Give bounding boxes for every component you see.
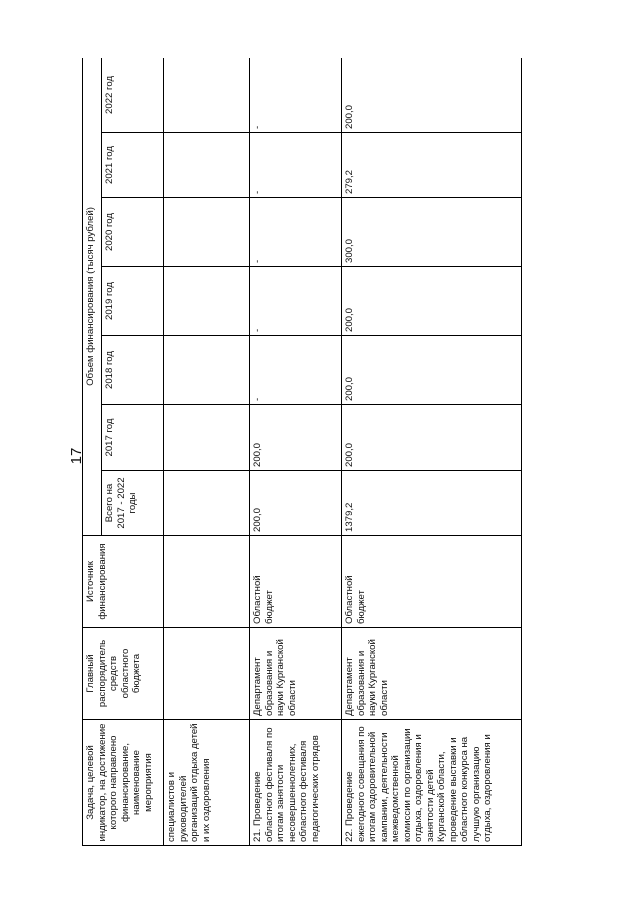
header-distributor: Главный распорядитель средств областного бюджета — [83, 628, 164, 720]
cell-2017: 200,0 — [342, 405, 522, 471]
header-year-2021: 2021 год — [102, 133, 164, 198]
cell-task: 22. Проведение ежегодного совещания по итогам оздоровительной кампании, деятельности межведомственной комиссии по организации отдыха, оздоровления и занятости детей Курганской области, проведение выставки и областного конкурса на лучшую организацию отдыха, оздоровления и — [342, 720, 522, 846]
cell-2021: - — [250, 133, 342, 198]
cell-2020 — [164, 198, 250, 267]
cell-source: Областной бюджет — [250, 536, 342, 628]
rotated-content — [82, 58, 555, 846]
header-year-2020: 2020 год — [102, 198, 164, 267]
cell-2022: 200,0 — [342, 58, 522, 133]
cell-2019: 200,0 — [342, 267, 522, 336]
cell-total: 1379,2 — [342, 471, 522, 536]
header-funding-group: Объем финансирования (тысяч рублей) — [83, 58, 102, 536]
cell-2019 — [164, 267, 250, 336]
header-year-2017: 2017 год — [102, 405, 164, 471]
cell-total: 200,0 — [250, 471, 342, 536]
table-row — [250, 58, 342, 846]
cell-2018 — [164, 336, 250, 405]
header-year-2019: 2019 год — [102, 267, 164, 336]
cell-source: Областной бюджет — [342, 536, 522, 628]
cell-distributor: Департамент образования и науки Курганской области — [342, 628, 522, 720]
cell-task: 21. Проведение областного фестиваля по итогам занятости несовершеннолетних, областного фестиваля педагогических отрядов — [250, 720, 342, 846]
cell-2017: 200,0 — [250, 405, 342, 471]
table-row — [164, 58, 250, 846]
header-year-2018: 2018 год — [102, 336, 164, 405]
cell-2021 — [164, 133, 250, 198]
cell-2017 — [164, 405, 250, 471]
cell-2019: - — [250, 267, 342, 336]
cell-task: специалистов и руководителей организаций отдыха детей и их оздоровления — [164, 720, 250, 846]
page-number: 17 — [68, 447, 85, 465]
header-row-main — [83, 58, 102, 846]
cell-source — [164, 536, 250, 628]
cell-distributor — [164, 628, 250, 720]
funding-table — [82, 58, 522, 846]
cell-distributor: Департамент образования и науки Курганской области — [250, 628, 342, 720]
cell-total — [164, 471, 250, 536]
header-task: Задача, целевой индикатор, на достижение которого направлено финансирование, наименование мероприятия — [83, 720, 164, 846]
cell-2018: 200,0 — [342, 336, 522, 405]
cell-2021: 279,2 — [342, 133, 522, 198]
rotated-table-container — [82, 58, 555, 846]
cell-2022 — [164, 58, 250, 133]
cell-2020: - — [250, 198, 342, 267]
cell-2020: 300,0 — [342, 198, 522, 267]
header-source: Источник финансирования — [83, 536, 164, 628]
cell-2022: - — [250, 58, 342, 133]
cell-2018: - — [250, 336, 342, 405]
header-year-2022: 2022 год — [102, 58, 164, 133]
header-total: Всего на 2017 - 2022 годы — [102, 471, 164, 536]
table-row — [342, 58, 522, 846]
